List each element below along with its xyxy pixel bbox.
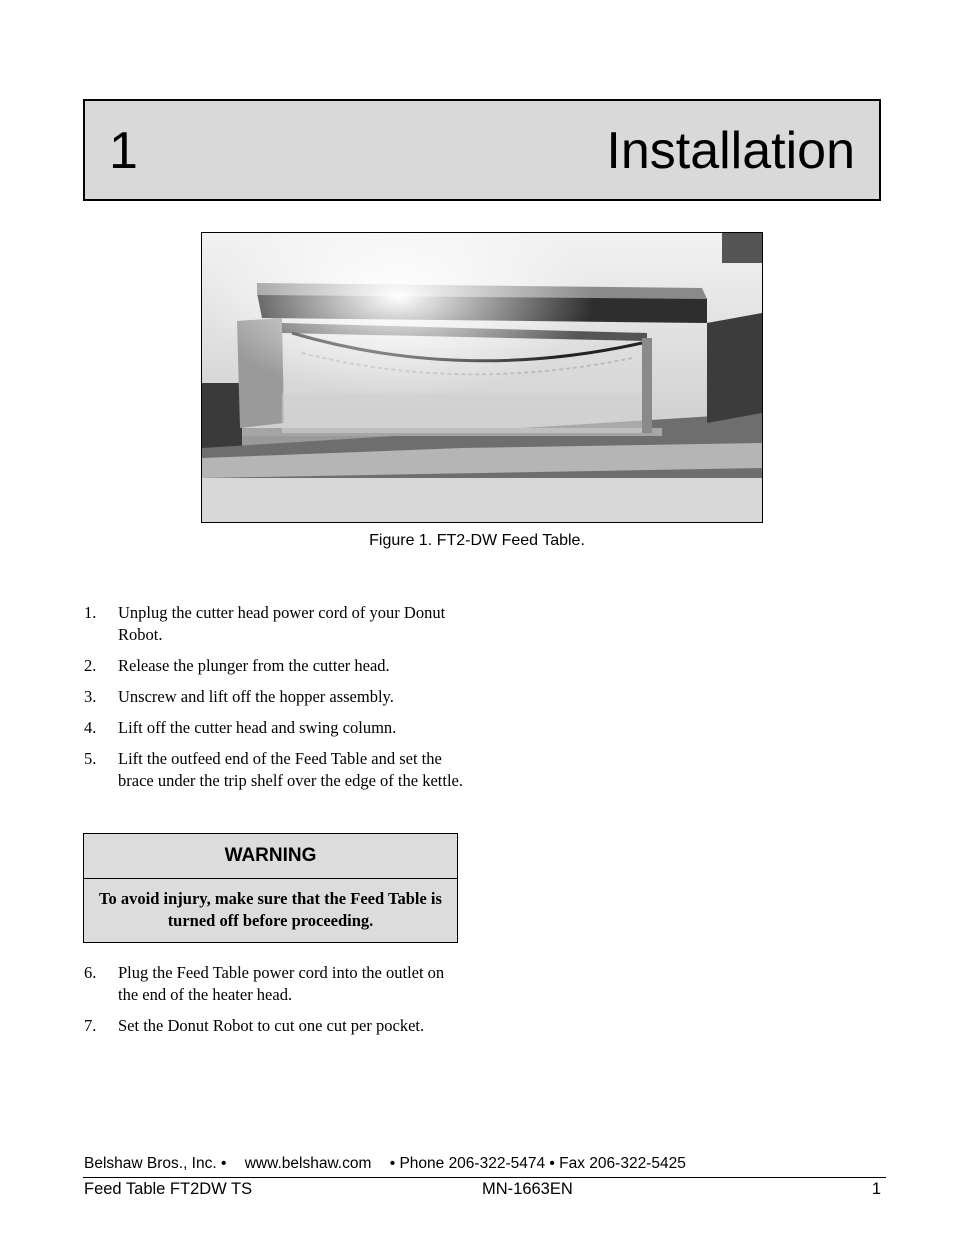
list-item — [84, 655, 464, 677]
installation-steps-list — [84, 602, 464, 801]
step-text: Plug the Feed Table power cord into the outlet on the end of the heater head. — [118, 963, 445, 1004]
document-number: MN-1663EN — [482, 1180, 573, 1198]
list-item — [84, 962, 464, 1006]
step-text: Unscrew and lift off the hopper assembly. — [118, 687, 394, 706]
step-number: 4. — [84, 718, 97, 737]
chapter-number: 1 — [109, 122, 138, 180]
figure-caption: Figure 1. FT2-DW Feed Table. — [369, 532, 585, 549]
footer-divider — [83, 1177, 886, 1178]
step-text: Set the Donut Robot to cut one cut per pocket. — [118, 1016, 425, 1035]
bullet-separator: • — [549, 1155, 555, 1172]
step-number: 6. — [84, 963, 97, 982]
chapter-title: Installation — [606, 122, 855, 180]
list-item — [84, 717, 464, 739]
footer-contact-line — [84, 1155, 884, 1173]
warning-heading: WARNING — [84, 834, 457, 879]
step-number: 3. — [84, 687, 97, 706]
phone-number: Phone 206-322-5474 — [399, 1155, 546, 1172]
step-number: 1. — [84, 603, 97, 622]
chapter-heading-box — [83, 99, 881, 201]
step-number: 5. — [84, 749, 97, 768]
list-item — [84, 748, 464, 792]
list-item — [84, 1015, 464, 1037]
step-number: 7. — [84, 1016, 97, 1035]
step-text: Unplug the cutter head power cord of your Donut Robot. — [118, 603, 446, 644]
step-text: Release the plunger from the cutter head. — [118, 656, 390, 675]
bullet-separator: • — [389, 1155, 396, 1172]
list-item — [84, 686, 464, 708]
feed-table-photo — [201, 232, 763, 523]
company-name: Belshaw Bros., Inc. — [84, 1155, 217, 1172]
step-number: 2. — [84, 656, 97, 675]
footer-document-info — [84, 1180, 881, 1202]
warning-box — [83, 833, 458, 943]
list-item — [84, 602, 464, 646]
website-link[interactable]: www.belshaw.com — [244, 1155, 372, 1172]
bullet-separator: • — [220, 1155, 227, 1172]
product-name: Feed Table FT2DW TS — [84, 1180, 253, 1198]
page-number: 1 — [871, 1180, 881, 1198]
step-text: Lift off the cutter head and swing column. — [118, 718, 397, 737]
installation-steps-list-continued — [84, 962, 464, 1046]
step-text: Lift the outfeed end of the Feed Table and set the brace under the trip shelf over the edge of the kettle. — [118, 749, 463, 790]
fax-number: Fax 206-322-5425 — [559, 1155, 686, 1172]
warning-text: To avoid injury, make sure that the Feed Table is turned off before proceeding. — [99, 889, 442, 930]
